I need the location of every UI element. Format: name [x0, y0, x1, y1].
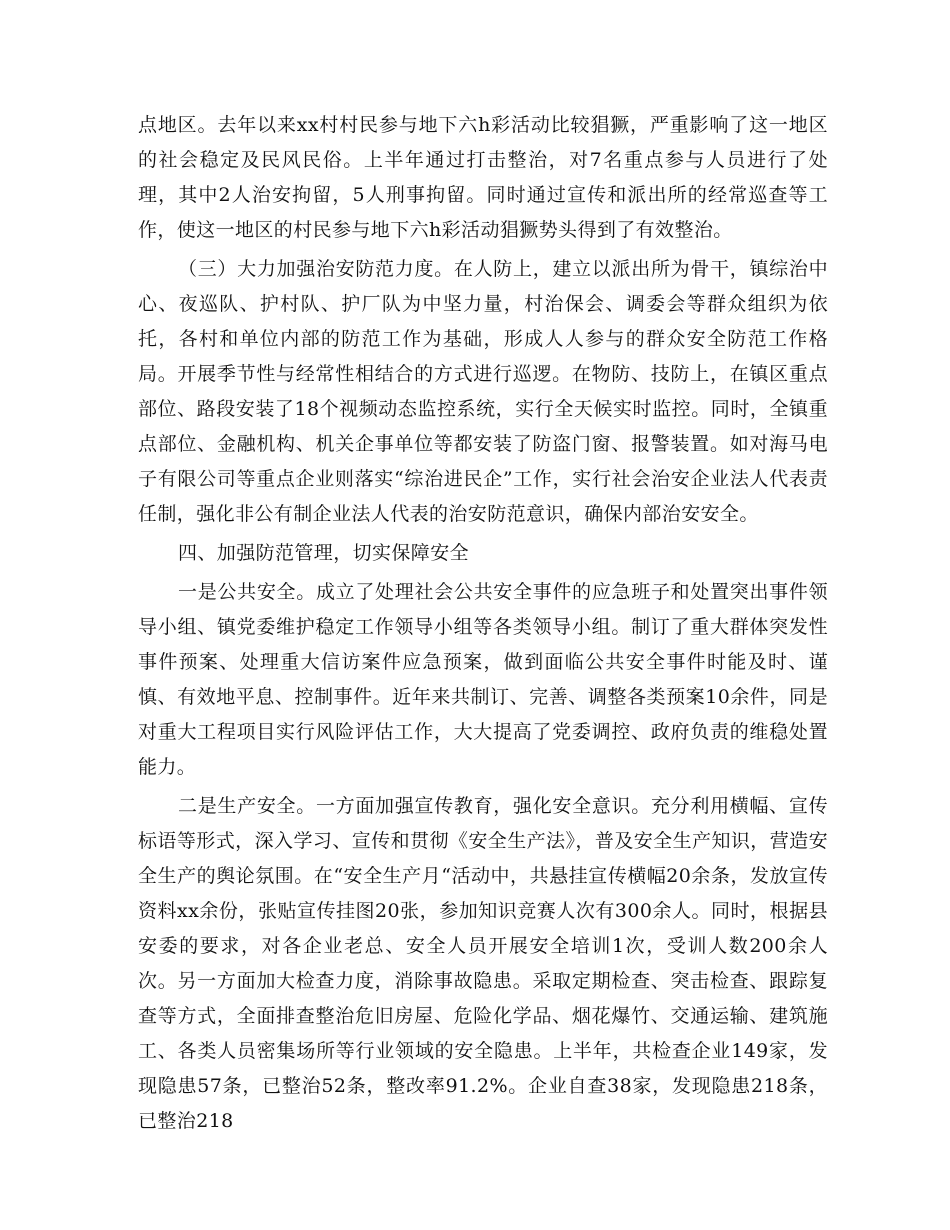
paragraph-2: （三）大力加强治安防范力度。在人防上，建立以派出所为骨干，镇综治中心、夜巡队、护村队、护厂队为中坚力量，村治保会、调委会等群众组织为依托，各村和单位内部的防范工作为基础，形成人人参与的群众安全防范工作格局。开展季节性与经常性相结合的方式进行巡逻。在物防、技防上，在镇区重点部位、路段安装了18个视频动态监控系统，实行全天候实时监控。同时，全镇重点部位、金融机构、机关企事单位等都安装了防盗门窗、报警装置。如对海马电子有限公司等重点企业则落实“综治进民企”工作，实行社会治安企业法人代表责任制，强化非公有制企业法人代表的治安防范意识，确保内部治安安全。 — [138, 258, 828, 525]
section-heading: 四、加强防范管理，切实保障安全 — [178, 542, 470, 564]
paragraph-3: 一是公共安全。成立了处理社会公共安全事件的应急班子和处置突出事件领导小组、镇党委维护稳定工作领导小组等各类领导小组。制订了重大群体突发性事件预案、处理重大信访案件应急预案，做到面临公共安全事件时能及时、谨慎、有效地平息、控制事件。近年来共制订、完善、调整各类预案10余件，同是对重大工程项目实行风险评估工作，大大提高了党委调控、政府负责的维稳处置能力。 — [138, 581, 828, 778]
paragraph-1: 点地区。去年以来xx村村民参与地下六h彩活动比较猖獗，严重影响了这一地区的社会稳定及民风民俗。上半年通过打击整治，对7名重点参与人员进行了处理，其中2人治安拘留，5人刑事拘留。同时通过宣传和派出所的经常巡查等工作，使这一地区的村民参与地下六h彩活动猖獗势头得到了有效整治。 — [138, 114, 828, 241]
document-body — [138, 108, 828, 1139]
paragraph-4: 二是生产安全。一方面加强宣传教育，强化安全意识。充分利用横幅、宣传标语等形式，深入学习、宣传和贯彻《安全生产法》，普及安全生产知识，营造安全生产的舆论氛围。在“安全生产月“活动中，共悬挂宣传横幅20余条，发放宣传资料xx余份，张贴宣传挂图20张，参加知识竞赛人次有300余人。同时，根据县安委的要求，对各企业老总、安全人员开展安全培训1次，受训人数200余人次。另一方面加大检查力度，消除事故隐患。采取定期检查、突击检查、跟踪复查等方式，全面排查整治危旧房屋、危险化学品、烟花爆竹、交通运输、建筑施工、各类人员密集场所等行业领域的安全隐患。上半年，共检查企业149家，发现隐患57条，已整治52条，整改率91.2%。企业自查38家，发现隐患218条，已整治218 — [138, 795, 828, 1132]
